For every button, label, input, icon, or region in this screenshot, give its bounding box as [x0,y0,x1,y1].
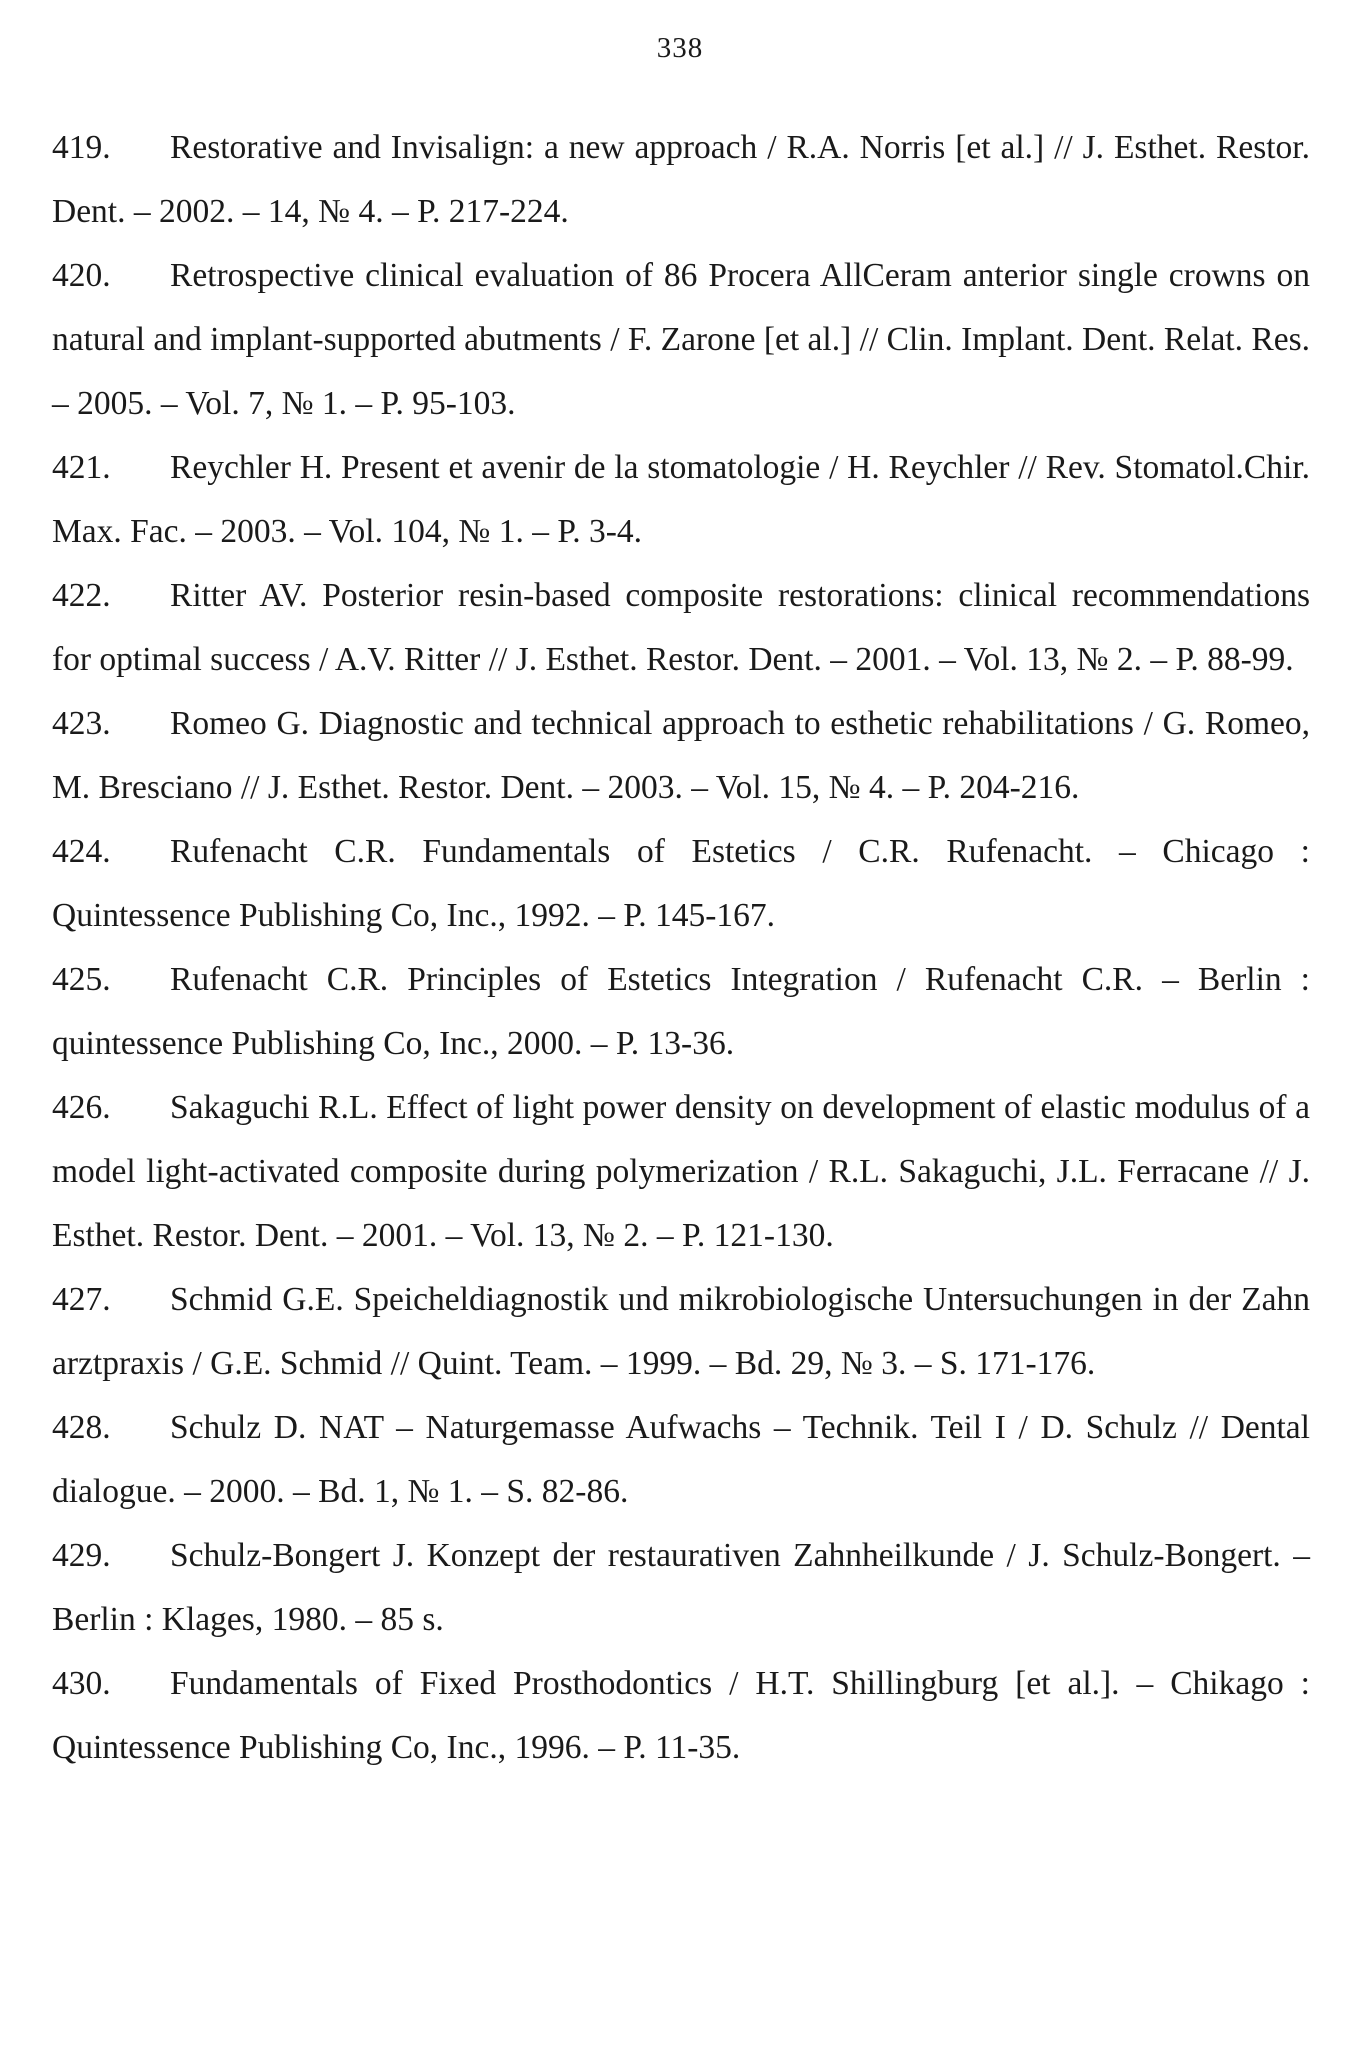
reference-text: Schulz-Bongert J. Konzept der restaurativen Zahnheilkunde / J. Schulz-Bongert. – Berlin : Klages, 1980. – 85 s. [52,1537,1310,1638]
reference-text: Schmid G.E. Speicheldiagnostik und mikrobiologische Untersuchungen in der Zahn arztpraxis / G.E. Schmid // Quint. Team. – 1999. – Bd. 29, № 3. – S. 171-176. [52,1281,1310,1382]
reference-number: 429. [52,1537,111,1574]
reference-text: Restorative and Invisalign: a new approach / R.A. Norris [et al.] // J. Esthet. Restor. Dent. – 2002. – 14, № 4. – P. 217-224. [52,129,1310,230]
reference-entry [52,820,1310,948]
reference-entry [52,1524,1310,1652]
reference-number: 425. [52,961,111,998]
reference-entry [52,436,1310,564]
reference-entry [52,948,1310,1076]
reference-entry [52,1396,1310,1524]
reference-text: Fundamentals of Fixed Prosthodontics / H.T. Shillingburg [et al.]. – Chikago : Quintessence Publishing Co, Inc., 1996. – P. 11-35. [52,1665,1310,1766]
reference-entry [52,564,1310,692]
reference-text: Schulz D. NAT – Naturgemasse Aufwachs – Technik. Teil I / D. Schulz // Dental dialogue. – 2000. – Bd. 1, № 1. – S. 82-86. [52,1409,1310,1510]
reference-entry [52,1076,1310,1268]
reference-text: Ritter AV. Posterior resin-based composite restorations: clinical recommendations for optimal success / A.V. Ritter // J. Esthet. Restor. Dent. – 2001. – Vol. 13, № 2. – P. 88-99. [52,577,1310,678]
reference-number: 428. [52,1409,111,1446]
reference-text: Sakaguchi R.L. Effect of light power density on development of elastic modulus of a model light-activated composite during polymerization / R.L. Sakaguchi, J.L. Ferracane // J. Esthet. Restor. Dent. – 2001. – Vol. 13, № 2. – P. 121-130. [52,1089,1310,1254]
reference-list [52,116,1310,1780]
reference-number: 430. [52,1665,111,1702]
reference-text: Retrospective clinical evaluation of 86 Procera AllCeram anterior single crowns on natural and implant-supported abutments / F. Zarone [et al.] // Clin. Implant. Dent. Relat. Res. – 2005. – Vol. 7, № 1. – P. 95-103. [52,257,1310,422]
reference-entry [52,1652,1310,1780]
reference-number: 423. [52,705,111,742]
reference-text: Romeo G. Diagnostic and technical approach to esthetic rehabilitations / G. Romeo, M. Bresciano // J. Esthet. Restor. Dent. – 2003. – Vol. 15, № 4. – P. 204-216. [52,705,1310,806]
reference-number: 420. [52,257,111,294]
reference-number: 424. [52,833,111,870]
reference-entry [52,1268,1310,1396]
reference-text: Rufenacht C.R. Fundamentals of Estetics / C.R. Rufenacht. – Chicago : Quintessence Publishing Co, Inc., 1992. – P. 145-167. [52,833,1310,934]
reference-entry [52,692,1310,820]
reference-text: Reychler H. Present et avenir de la stomatologie / H. Reychler // Rev. Stomatol.Chir. Max. Fac. – 2003. – Vol. 104, № 1. – P. 3-4. [52,449,1310,550]
reference-entry [52,116,1310,244]
reference-entry [52,244,1310,436]
reference-number: 426. [52,1089,111,1126]
reference-number: 427. [52,1281,111,1318]
reference-number: 422. [52,577,111,614]
page-number: 338 [656,32,704,64]
reference-number: 421. [52,449,111,486]
reference-number: 419. [52,129,111,166]
reference-text: Rufenacht C.R. Principles of Estetics Integration / Rufenacht C.R. – Berlin : quintessence Publishing Co, Inc., 2000. – P. 13-36. [52,961,1310,1062]
